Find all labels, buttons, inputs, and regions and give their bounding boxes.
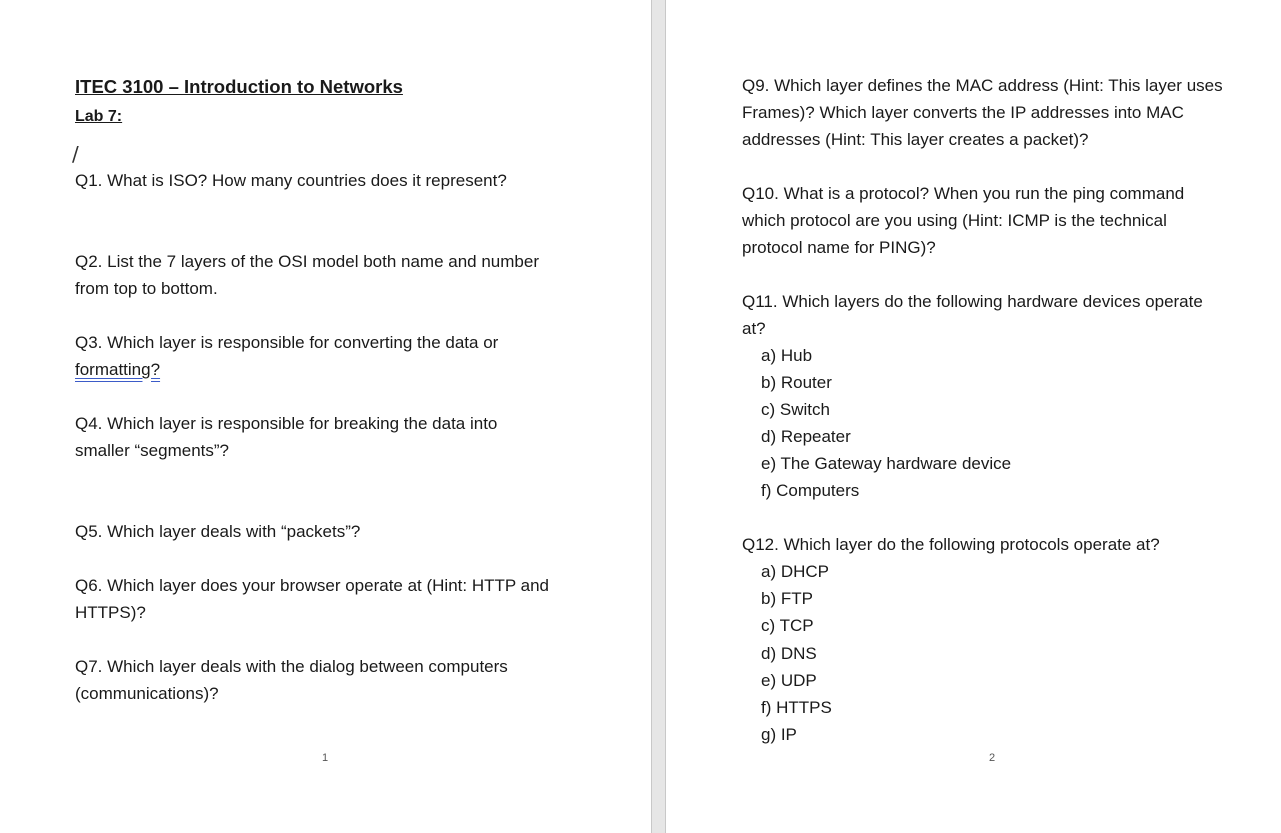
question-q11-line-2: at? xyxy=(742,319,766,338)
list-item: a) Hub xyxy=(761,346,813,365)
question-q2-line-1: Q2. List the 7 layers of the OSI model both name and number xyxy=(75,252,539,271)
list-item: g) IP xyxy=(761,725,797,744)
question-q7-line-2: (communications)? xyxy=(75,684,219,703)
question-q9-line-2: Frames)? Which layer converts the IP addresses into MAC xyxy=(742,103,1184,122)
list-item: d) Repeater xyxy=(761,427,851,446)
question-q4-line-1: Q4. Which layer is responsible for breaking the data into xyxy=(75,414,498,433)
document-page-2 xyxy=(666,0,1281,833)
lab-heading: Lab 7: xyxy=(75,108,123,125)
question-q10-line-1: Q10. What is a protocol? When you run the ping command xyxy=(742,184,1185,203)
list-item: b) Router xyxy=(761,373,832,392)
question-q3-line-2: formatting? xyxy=(75,360,161,379)
question-q2-line-2: from top to bottom. xyxy=(75,279,218,298)
list-item: f) HTTPS xyxy=(761,698,832,717)
list-item: f) Computers xyxy=(761,481,860,500)
list-item: d) DNS xyxy=(761,644,817,663)
question-q5: Q5. Which layer deals with “packets”? xyxy=(75,522,361,541)
question-q6-line-2: HTTPS)? xyxy=(75,603,146,622)
text-cursor: / xyxy=(72,142,79,166)
list-item: a) DHCP xyxy=(761,562,830,581)
question-q9-line-3: addresses (Hint: This layer creates a packet)? xyxy=(742,130,1089,149)
question-q12: Q12. Which layer do the following protocols operate at? xyxy=(742,535,1160,554)
page-number: 1 xyxy=(322,752,329,764)
question-q10-line-3: protocol name for PING)? xyxy=(742,238,936,257)
document-title: ITEC 3100 – Introduction to Networks xyxy=(75,76,403,97)
list-item: b) FTP xyxy=(761,589,813,608)
question-q7-line-1: Q7. Which layer deals with the dialog between computers xyxy=(75,657,508,676)
page-gutter xyxy=(651,0,666,833)
list-item: e) The Gateway hardware device xyxy=(761,454,1012,473)
list-item: c) Switch xyxy=(761,400,830,419)
question-q4-line-2: smaller “segments”? xyxy=(75,441,229,460)
list-item: c) TCP xyxy=(761,616,814,635)
question-q3-line-1: Q3. Which layer is responsible for converting the data or xyxy=(75,333,499,352)
question-q1: Q1. What is ISO? How many countries does it represent? xyxy=(75,171,507,190)
list-item: e) UDP xyxy=(761,671,817,690)
question-q9-line-1: Q9. Which layer defines the MAC address (Hint: This layer uses xyxy=(742,76,1223,95)
page-number: 2 xyxy=(989,752,996,764)
question-q6-line-1: Q6. Which layer does your browser operate at (Hint: HTTP and xyxy=(75,576,549,595)
question-q11-line-1: Q11. Which layers do the following hardware devices operate xyxy=(742,292,1203,311)
question-q10-line-2: which protocol are you using (Hint: ICMP is the technical xyxy=(742,211,1167,230)
